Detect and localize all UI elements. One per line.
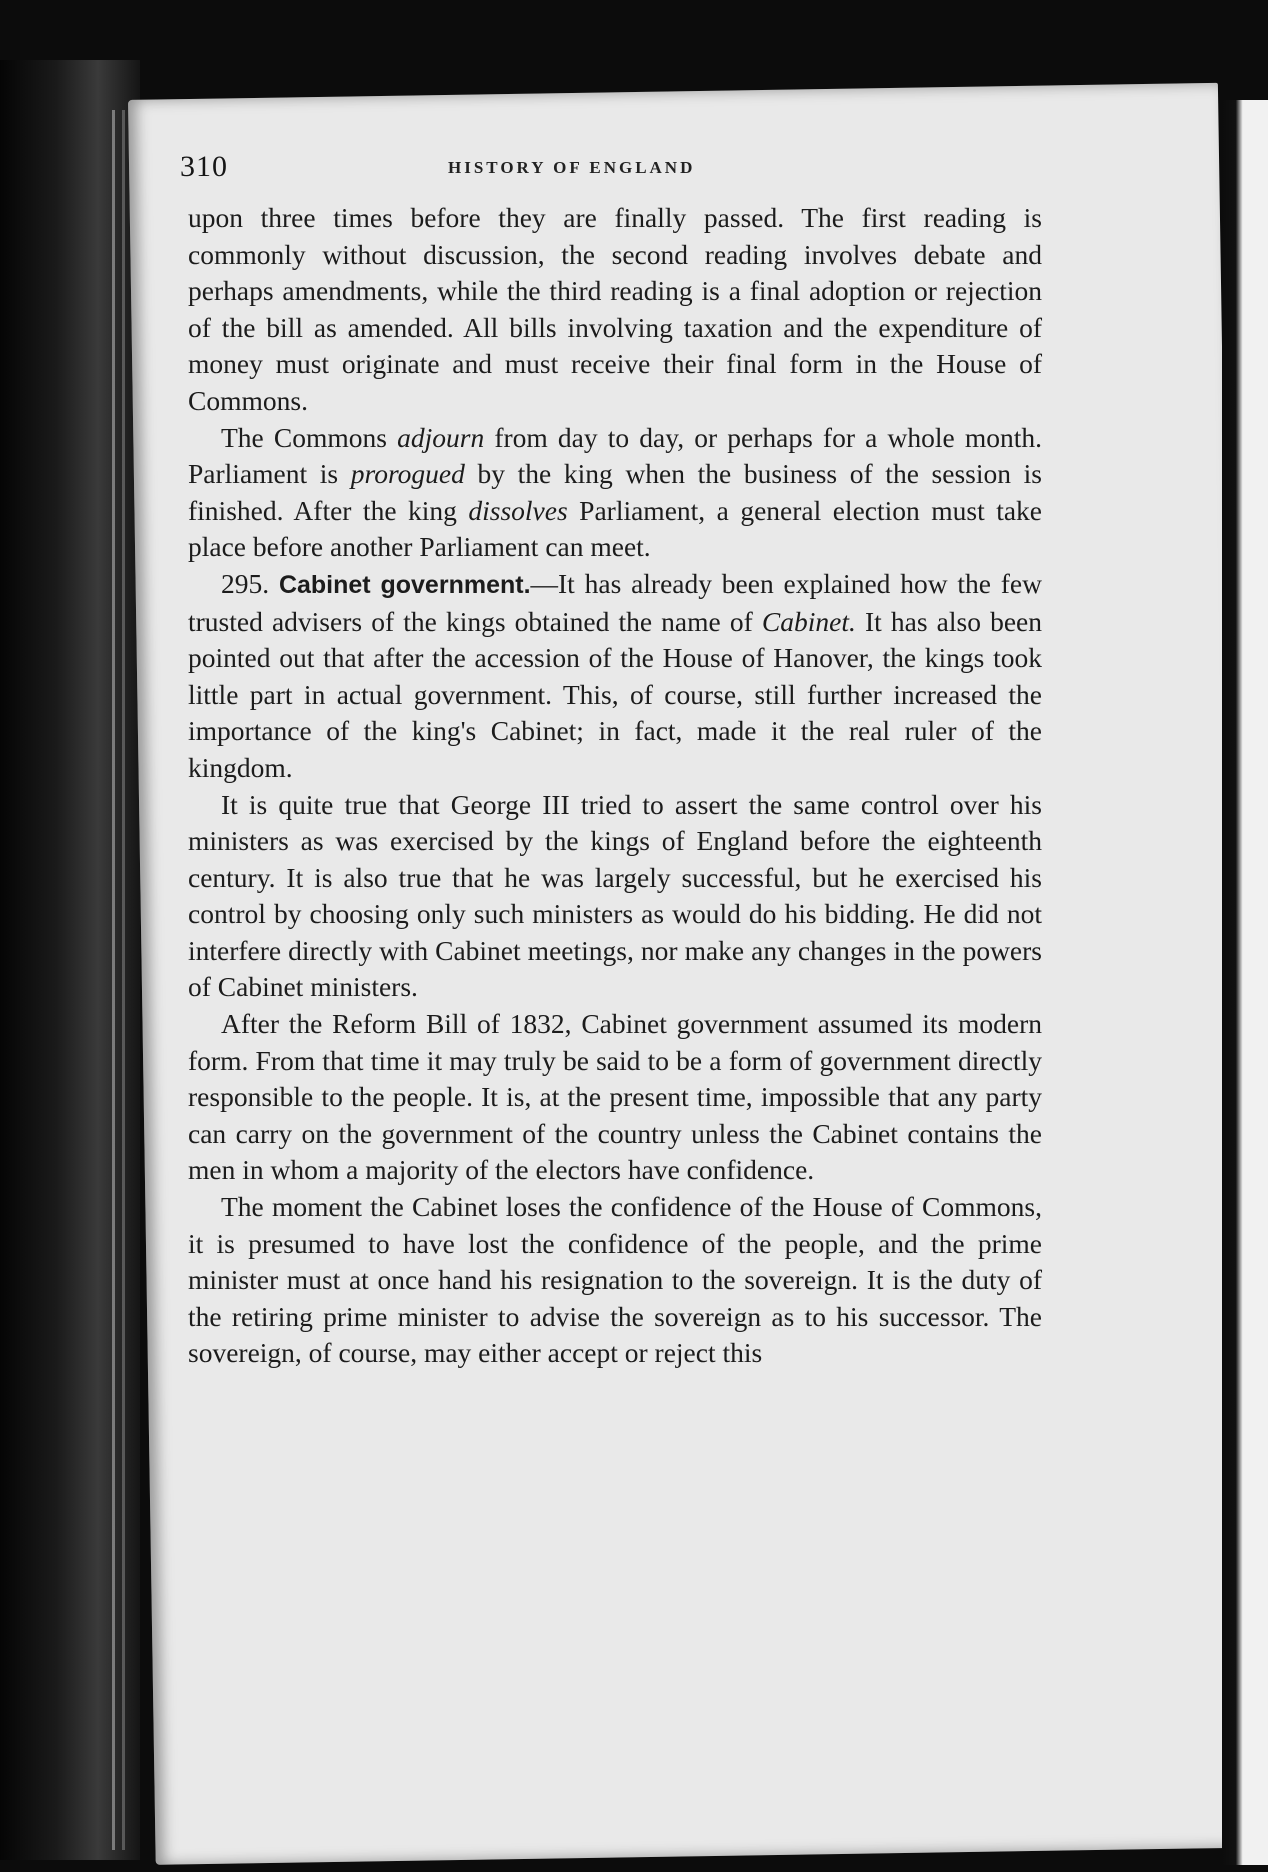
italic-term: dissolves <box>468 494 568 526</box>
body-text <box>188 200 1042 1372</box>
italic-term: prorogued <box>350 458 465 490</box>
facing-page-edge <box>1222 100 1268 1865</box>
italic-term: adjourn <box>397 421 485 453</box>
running-title: HISTORY OF ENGLAND <box>448 158 696 177</box>
paragraph: The Commons adjourn from day to day, or perhaps for a whole month. Parliament is prorogued by the king when the business of the session is finished. After the king dissolves Parliament, a general election must take place before another Parliament can meet. <box>188 421 1042 563</box>
paragraph: After the Reform Bill of 1832, Cabinet government assumed its modern form. From that time it may truly be said to be a form of government directly responsible to the people. It is, at the present time, impossible that any party can carry on the government of the country unless the Cabinet contains the men in whom a majority of the electors have confidence. <box>188 1008 1042 1186</box>
page-header <box>180 150 1040 190</box>
section-number: 295. <box>221 567 270 599</box>
spine-edge-line <box>112 110 115 1850</box>
paragraph: It is quite true that George III tried to assert the same control over his ministers as was exercised by the kings of England before the eighteenth century. It is also true that he was largely successful, but he exercised his control by choosing only such ministers as would do his bidding. He did not interfere directly with Cabinet meetings, nor make any changes in the powers of Cabinet ministers. <box>188 788 1042 1003</box>
page-number: 310 <box>180 150 228 183</box>
paragraph: upon three times before they are finally passed. The first reading is commonly without discussion, the second reading involves debate and perhaps amendments, while the third reading is a final adoption or rejection of the bill as amended. All bills involving taxation and the expenditure of money must originate and must receive their final form in the House of Commons. <box>188 202 1042 416</box>
spine-edge-line <box>122 110 125 1850</box>
paragraph: The moment the Cabinet loses the confidence of the House of Commons, it is presumed to have lost the confidence of the people, and the prime minister must at once hand his resignation to the sovereign. It is the duty of the retiring prime minister to advise the sovereign as to his successor. The sovereign, of course, may either accept or reject this <box>188 1191 1042 1369</box>
book-spine <box>0 60 140 1860</box>
italic-term: Cabinet. <box>761 605 856 637</box>
section-heading: Cabinet government. <box>278 570 531 599</box>
section-paragraph: 295. Cabinet government.—It has already been explained how the few trusted advisers of the kings obtained the name of Cabinet. It has also been pointed out that after the accession of the House of Hanover, the kings took little part in actual government. This, of course, still further increased the importance of the king's Cabinet; in fact, made it the real ruler of the kingdom. <box>188 567 1043 783</box>
